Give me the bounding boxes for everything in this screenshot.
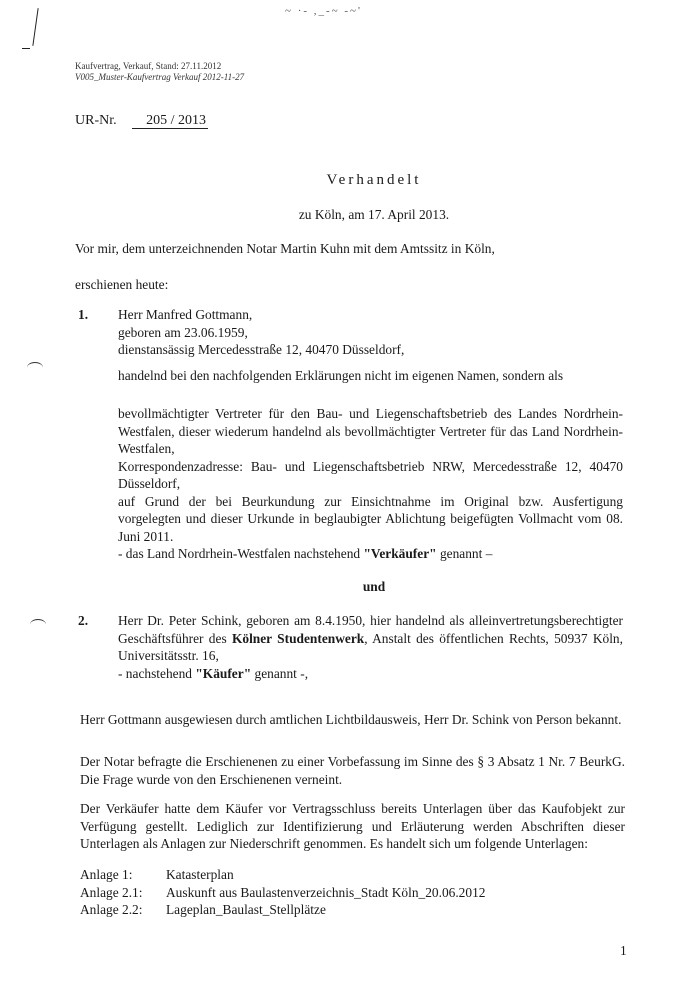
prior-involvement-paragraph: Der Notar befragte die Erschienenen zu einer Vorbefassung im Sinne des § 3 Absatz 1 Nr. 7 BeurkG. Die Frage wurde von den Erschienenen verneint. bbox=[80, 754, 625, 787]
ur-value: 205 / 2013 bbox=[132, 113, 208, 129]
attachment-label: Anlage 2.2: bbox=[80, 902, 143, 917]
attachment-item bbox=[80, 901, 640, 919]
party-1-mandate bbox=[118, 405, 623, 563]
party-1-address: dienstansässig Mercedesstraße 12, 40470 Düsseldorf, bbox=[118, 342, 405, 357]
party-2-number: 2. bbox=[78, 613, 89, 628]
attachment-label: Anlage 2.1: bbox=[80, 884, 143, 900]
connector-und: und bbox=[362, 579, 386, 594]
header-line-1: Kaufvertrag, Verkauf, Stand: 27.11.2012 bbox=[75, 61, 222, 71]
party-2-designation: - nachstehend "Käufer" genannt -, bbox=[118, 665, 309, 681]
margin-hole-mark bbox=[30, 619, 46, 630]
documents-paragraph: Der Verkäufer hatte dem Käufer vor Vertragsschluss bereits Unterlagen über das Kaufobjekt zur Verfügung gestellt. Lediglich zur Identifizierung und Erläuterung werden Abschriften dieser Unterlagen als Anlagen zur Niederschrift genommen. Es handelt sich um folgende Unterlagen: bbox=[80, 801, 625, 851]
party-1-acting: handelnd bei den nachfolgenden Erklärungen nicht im eigenen Namen, sondern als bbox=[118, 368, 564, 383]
buyer-organisation: Kölner Studentenwerk bbox=[231, 630, 365, 646]
notary-intro: Vor mir, dem unterzeichnenden Notar Martin Kuhn mit dem Amtssitz in Köln, bbox=[75, 241, 495, 256]
header-line-2: V005_Muster-Kaufvertrag Verkauf 2012-11-27 bbox=[75, 72, 245, 82]
party-2-text: Herr Dr. Peter Schink, geboren am 8.4.1950, hier handelnd als alleinvertretungsberechtigter Geschäftsführer des Kölner Studentenwerk, Anstalt des öffentlichen Rechts, 50937 Köln, Universitätsstr. 16, bbox=[118, 613, 623, 663]
identification-paragraph: Herr Gottmann ausgewiesen durch amtlichen Lichtbildausweis, Herr Dr. Schink von Person bekannt. bbox=[80, 712, 622, 727]
buyer-term: "Käufer" bbox=[195, 665, 252, 681]
place-date: zu Köln, am 17. April 2013. bbox=[298, 207, 450, 222]
attachment-item bbox=[80, 884, 640, 902]
appeared-label: erschienen heute: bbox=[75, 277, 169, 292]
attachments-list bbox=[80, 866, 640, 919]
page-number: 1 bbox=[620, 943, 627, 958]
party-1-details bbox=[118, 306, 638, 359]
seller-term: "Verkäufer" bbox=[363, 546, 437, 561]
attachment-label: Anlage 1: bbox=[80, 867, 133, 882]
party-2-details bbox=[118, 612, 623, 682]
party-1-born: geboren am 23.06.1959, bbox=[118, 324, 248, 340]
party-1-authority: auf Grund der bei Beurkundung zur Einsichtnahme im Original bzw. Ausfertigung vorgelegten und dieser Urkunde in beglaubigter Ablichtung beigefügten Vollmacht vom 08. Juni 2011. bbox=[118, 493, 623, 544]
attachment-desc: Auskunft aus Baulastenverzeichnis_Stadt Köln_20.06.2012 bbox=[166, 884, 486, 900]
document-title: Verhandelt bbox=[326, 172, 422, 188]
margin-hole-mark bbox=[27, 362, 43, 373]
party-1-designation: - das Land Nordrhein-Westfalen nachstehend "Verkäufer" genannt – bbox=[118, 546, 493, 561]
party-1-number: 1. bbox=[78, 307, 89, 322]
top-scribble: ~ ·- ,_-~ -~' bbox=[285, 5, 362, 17]
party-1-correspondence: Korrespondenzadresse: Bau- und Liegenschaftsbetrieb NRW, Mercedesstraße 12, 40470 Düsseldorf, bbox=[118, 458, 623, 491]
attachment-desc: Lageplan_Baulast_Stellplätze bbox=[166, 902, 326, 917]
party-1-name: Herr Manfred Gottmann, bbox=[118, 307, 253, 322]
ur-number bbox=[75, 113, 208, 129]
party-1-representative: bevollmächtigter Vertreter für den Bau- und Liegenschaftsbetrieb des Landes Nordrhein-Westfalen, dieser wiederum handelnd als bevollmächtigter Vertreter für das Land Nordrhein-Westfalen, bbox=[118, 406, 623, 456]
scan-mark-top-left bbox=[32, 8, 38, 46]
ur-label: UR-Nr. bbox=[75, 113, 117, 128]
scan-mark-tick bbox=[22, 48, 30, 49]
attachment-item bbox=[80, 866, 640, 884]
attachment-desc: Katasterplan bbox=[166, 867, 234, 882]
